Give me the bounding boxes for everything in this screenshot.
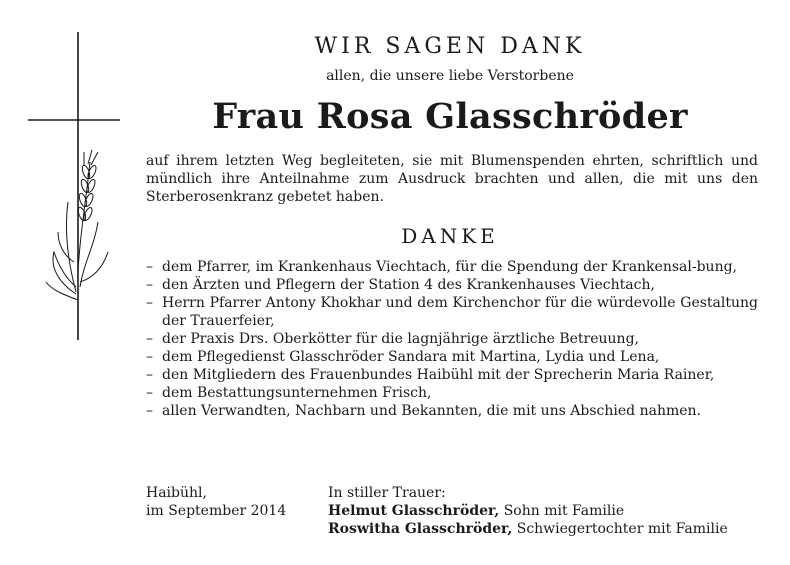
date: im September 2014 <box>146 503 287 519</box>
list-item: – allen Verwandten, Nachbarn und Bekannten, die mit uns Abschied nahmen. <box>146 402 758 420</box>
mourner-relation: Sohn mit Familie <box>503 503 625 519</box>
list-item: – dem Pfarrer, im Krankenhaus Viechtach, für die Spendung der Krankensal-bung, <box>146 258 758 276</box>
intro-text: auf ihrem letzten Weg begleiteten, sie mit Blumenspenden ehrten, schriftlich und mündlich ihre Anteilnahme zum Ausdruck brachten und allen, die mit uns den Sterberosenkranz gebetet haben. <box>146 153 758 205</box>
list-item: – dem Pflegedienst Glasschröder Sandara mit Martina, Lydia und Lena, <box>146 348 758 366</box>
subline: allen, die unsere liebe Verstorbene <box>326 68 574 84</box>
cross-with-wheat-icon <box>28 32 128 342</box>
place: Haibühl, <box>146 485 207 501</box>
mourner-relation: Schwiegertochter mit Familie <box>516 521 728 537</box>
list-item: – den Ärzten und Pflegern der Station 4 des Krankenhauses Viechtach, <box>146 276 758 294</box>
mourner-name: Helmut Glasschröder, <box>328 503 500 519</box>
list-item: – Herrn Pfarrer Antony Khokhar und dem Kirchenchor für die würdevolle Gestaltung der Trauerfeier, <box>146 294 758 330</box>
mourning-label: In stiller Trauer: <box>328 485 446 501</box>
mourner-line <box>328 520 728 538</box>
mourners <box>328 484 728 538</box>
place-date <box>146 484 286 520</box>
thanks-list <box>146 258 758 420</box>
mourner-line <box>328 502 728 520</box>
list-item: – der Praxis Drs. Oberkötter für die lagnjährige ärztliche Betreuung, <box>146 330 758 348</box>
list-item: – dem Bestattungsunternehmen Frisch, <box>146 384 758 402</box>
mourner-name: Roswitha Glasschröder, <box>328 521 513 537</box>
danke-heading: DANKE <box>401 224 499 248</box>
heading: WIR SAGEN DANK <box>314 34 586 59</box>
list-item: – den Mitgliedern des Frauenbundes Haibühl mit der Sprecherin Maria Rainer, <box>146 366 758 384</box>
deceased-name: Frau Rosa Glasschröder <box>212 96 688 137</box>
